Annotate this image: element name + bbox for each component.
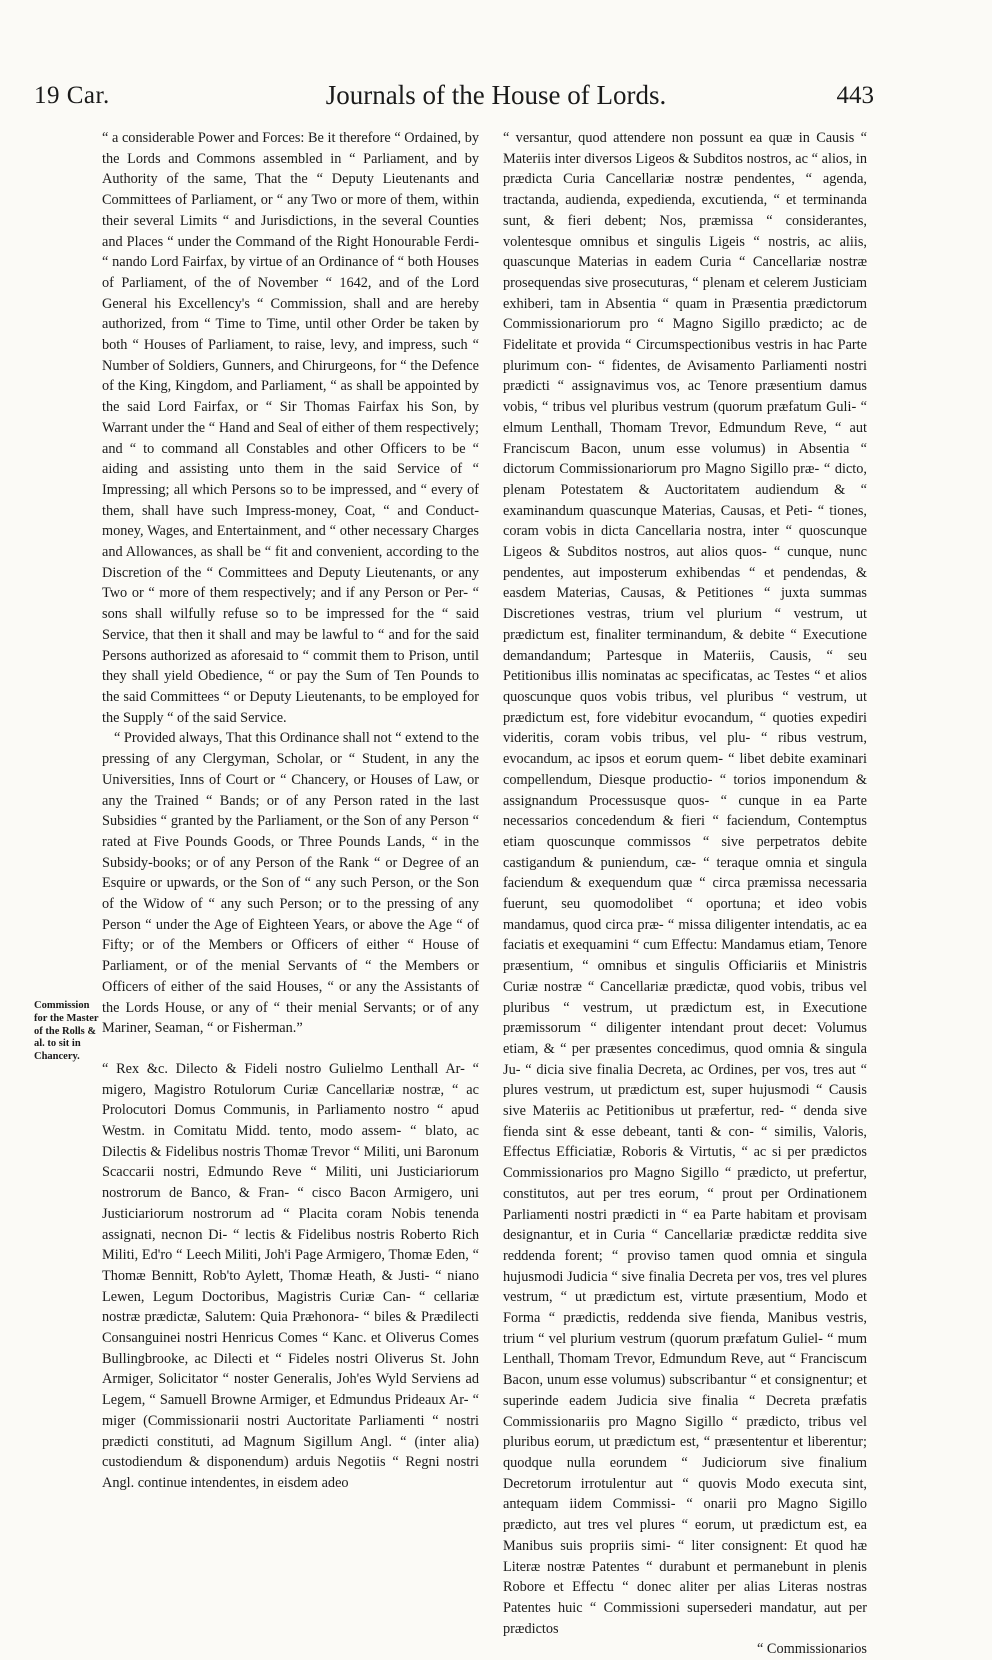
page-number: 443 [836,82,874,109]
catchword: “ Commissionarios [756,1641,867,1658]
right-column [503,128,867,1660]
proviso-paragraph: “ Provided always, That this Ordinance shall not “ extend to the pressing of any Clergyman, Scholar, or “ Student, in any the Universities, Inns of Court or “ Chancery, or Houses of Law, or any the Trained “ Bands; or of any Person rated in the last Subsidies “ granted by the Parliament, or the Son of any Person “ rated at Five Pounds Goods, or Three Pounds Lands, “ in the Subsidy-books; or of any Person of the Rank “ or Degree of an Esquire or upwards, or the Son of “ any such Person, or the Son of the Widow of “ any such Person; or to the pressing of any Person “ under the Age of Eighteen Years, or above the Age “ of Fifty; or of the Members or Officers of either “ House of Parliament, or of the menial Servants of “ the Members or Officers of either of the said Houses, “ or any the Assistants of the Lords House, or any of “ their menial Servants; or of any Mariner, Seaman, “ or Fisherman.” [102,730,480,1037]
commission-continued: “ versantur, quod attendere non possunt ea quæ in Causis “ Materiis inter diversos Ligeos & Subditos nostros, ac “ alios, in prædicta Curia Cancellariæ nostræ pendentes, “ agenda, tractanda, audienda, expedienda, excutienda, “ et terminanda sunt, & fieri debent; Nos, præmissa “ considerantes, volentesque omnibus et singulis Ligeis “ nostris, ac aliis, quascunque Materias in eadem Curia “ Cancellariæ nostræ prosequendas sive prosecuturas, “ plenam et celerem Justiciam exhiberi, tam in Absentia “ quam in Præsentia prædictorum Commissionariorum pro “ Magno Sigillo prædicto; ac de Fidelitate et provida “ Circumspectionibus vestris in hac Parte plurimum con- “ fidentes, de Avisamento Parliamenti nostri prædicti “ assignavimus vos, ac Tenore præsentium damus vobis, “ tribus vel pluribus vestrum (quorum præfatum Guli- “ elmum Lenthall, Thomam Trevor, Edmundum Reve, “ aut Franciscum Bacon, unum esse volumus) in Absentia “ dictorum Commissionariorum pro Magno Sigillo præ- “ dicto, plenam Potestatem & Auctoritatem audiendum & “ examinandum quascunque Materias, Causas, et Peti- “ tiones, coram vobis in dicta Cancellaria nostra, inter “ quoscunque Ligeos & Subditos nostros, aut alios quos- “ cunque, nunc pendentes, aut imposterum exhibendas “ et pendendas, & easdem Materias, Causas, & Petitiones “ juxta summas Discretiones vestras, trium vel plurium “ vestrum, ut prædictum est, finaliter terminandum, & debite “ Executione demandandum; Partesque in Materiis, Causis, “ seu Petitionibus illis nominatas ac specificatas, ac Testes “ et alios quoscunque quos vobis tribus, vel pluribus “ vestrum, ut prædictum est, fore videbitur evocandum, “ quoties expediri videritis, coram vobis tribus, vel plu- “ ribus vestrum, evocandum, ac ipsos et eorum quem- “ libet debite examinari compellendum, Diesque productio- “ torios imponendum & assignandum Processusque quos- “ cunque in ea Parte necessarios concedendum & fieri “ faciendum, Contemptus etiam quoscunque commissos “ sive perpetratos debite castigandum & puniendum, cæ- “ teraque omnia et singula faciendum & exequendum quæ “ circa præmissa necessaria fuerunt, seu quomodolibet “ oportuna; et ideo vobis mandamus, quod circa præ- “ missa diligenter intendatis, ac ea faciatis et exequamini “ cum Effectu: Mandamus etiam, Tenore præsentium, “ omnibus et singulis Officiariis et Ministris Curiæ nostræ “ Cancellariæ prædictæ, quod vobis, tribus vel pluribus “ vestrum, ut prædictum est, in Executione præmissorum “ diligenter intendant prout decet: Volumus etiam, & “ per præsentes concedimus, quod omnia & singula Ju- “ dicia sive finalia Decreta, ac Ordines, per vos, tres aut “ plures vestrum, ut prædictum est, super hujusmodi “ Causis sive Materiis ac Petitionibus ut præfertur, red- “ denda sive fienda sint & esse debeant, tanti & con- “ similis, Valoris, Effectus Efficiatiæ, Roboris & Virtutis, “ ac si per prædictos Commissionarios pro Magno Sigillo “ prædicto, ut prefertur, constitutos, aut per tres eorum, “ prout per Ordinationem Parliamenti nostri prædicti in “ ea Parte habitam et provisam designantur, et in Curia “ Cancellariæ prædictæ reddita sive reddenda forent; “ proviso tamen quod omnia et singula hujusmodi Judicia “ sive finalia Decreta per vos, tres vel plures vestrum, “ ut prædictum est, virtute præsentium, Modo et Forma “ prædictis, reddenda sive fienda, Manibus vestris, trium “ vel plurium vestrum (quorum præfatum Guliel- “ mum Lenthall, Thomam Trevor, Edmundum Reve, aut “ Franciscum Bacon, unum esse volumus) subscribantur “ et consignentur; et superinde eadem Judicia sive finalia “ Decreta præfatis Commissionariis pro Magno Sigillo “ prædicto, tribus vel pluribus eorum, ut prædictum est, “ præsententur et liberentur; quodque nulla eorundem “ Judiciorum sive finalium Decretorum irrotulentur aut “ quovis Modo executa sint, antequam iidem Commissi- “ onarii pro Magno Sigillo prædicto, aut tres vel plures “ eorum, ut prædictum est, ea Manibus suis propriis simi- “ liter consignent: Et quod hæ Literæ nostræ Patentes “ durabunt et permanebunt in plenis Robore et Effectu “ donec aliter per alias Literas nostras Patentes huic “ Commissioni supersederi mandatur, aut per prædictos [503,130,867,1637]
page-header [0,82,992,122]
ordinance-paragraph: “ a considerable Power and Forces: Be it therefore “ Ordained, by the Lords and Commons assembled in “ Parliament, and by Authority of the same, That the “ Deputy Lieutenants and Committees of Parliament, or “ any Two or more of them, within their several Limits “ and Jurisdictions, in the several Counties and Places “ under the Command of the Right Honourable Ferdi- “ nando Lord Fairfax, by virtue of an Ordinance of “ both Houses of Parliament, of the of November “ 1642, and of the Lord General his Excellency's “ Commission, shall and are hereby authorized, from “ Time to Time, until other Order be taken by both “ Houses of Parliament, to raise, levy, and impress, such “ Number of Soldiers, Gunners, and Chirurgeons, for “ the Defence of the King, Kingdom, and Parliament, “ as shall be appointed by the said Lord Fairfax, or “ Sir Thomas Fairfax his Son, by Warrant under the “ Hand and Seal of either of them respectively; and “ to command all Constables and other Officers to be “ aiding and assisting unto them in the said Service of “ Impressing; all which Persons so to be impressed, and “ every of them, shall have such Impress-money, Coat, “ and Conduct-money, Wages, and Entertainment, and “ other necessary Charges and Allowances, as shall be “ fit and convenient, according to the Discretion of the “ Committees and Deputy Lieutenants, or any Two or “ more of them respectively; and if any Person or Per- “ sons shall wilfully refuse so to be impressed for the “ said Service, that then it shall and may be lawful to “ and for the said Persons authorized as aforesaid to “ commit them to Prison, until they shall yield Obedience, “ or pay the Sum of Ten Pounds to the said Committees “ or Deputy Lieutenants, to be employed for the Supply “ of the said Service. [102,130,479,726]
left-column [102,128,479,1494]
regnal-year: 19 Car. [34,82,110,109]
commission-paragraph: “ Rex &c. Dilecto & Fideli nostro Gulielmo Lenthall Ar- “ migero, Magistro Rotulorum Curiæ Cancellariæ nostræ, “ ac Prolocutori Domus Communis, in Parliamento nostro “ apud Westm. in Comitatu Midd. tento, modo assem- “ blato, ac Dilectis & Fidelibus nostris Thomæ Trevor “ Militi, uni Baronum Scaccarii nostri, Edmundo Reve “ Militi, uni Justiciariorum nostrorum de Banco, & Fran- “ cisco Bacon Armigero, uni Justiciariorum nostrorum ad “ Placita coram Nobis tenenda assignati, necnon Di- “ lectis & Fidelibus nostris Roberto Rich Militi, Ed'ro “ Leech Militi, Joh'i Page Armigero, Thomæ Eden, “ Thomæ Bennitt, Rob'to Aylett, Thomæ Heath, & Justi- “ niano Lewen, Legum Doctoribus, Magistris Curiæ Can- “ cellariæ nostræ prædictæ, Salutem: Quia Præhonora- “ biles & Prædilecti Consanguinei nostri Henricus Comes “ Kanc. et Oliverus Comes Bullingbrooke, ac Dilecti et “ Fideles nostri Oliverus St. John Armiger, Solicitator “ noster Generalis, Joh'es Wyld Serviens ad Legem, “ Samuell Browne Armiger, et Edmundus Prideaux Ar- “ miger (Commissionarii nostri Auctoritate Parliamenti “ nostri prædicti constituti, ad Magnum Sigillum Angl. “ (inter alia) custodiendum & disponendum) arduis Negotiis “ Regni nostri Angl. continue intendentes, in eisdem adeo [102,1060,479,1491]
margin-note: Commission for the Master of the Rolls & al. to sit in Chancery. [34,1000,99,1063]
running-title: Journals of the House of Lords. [325,80,667,110]
